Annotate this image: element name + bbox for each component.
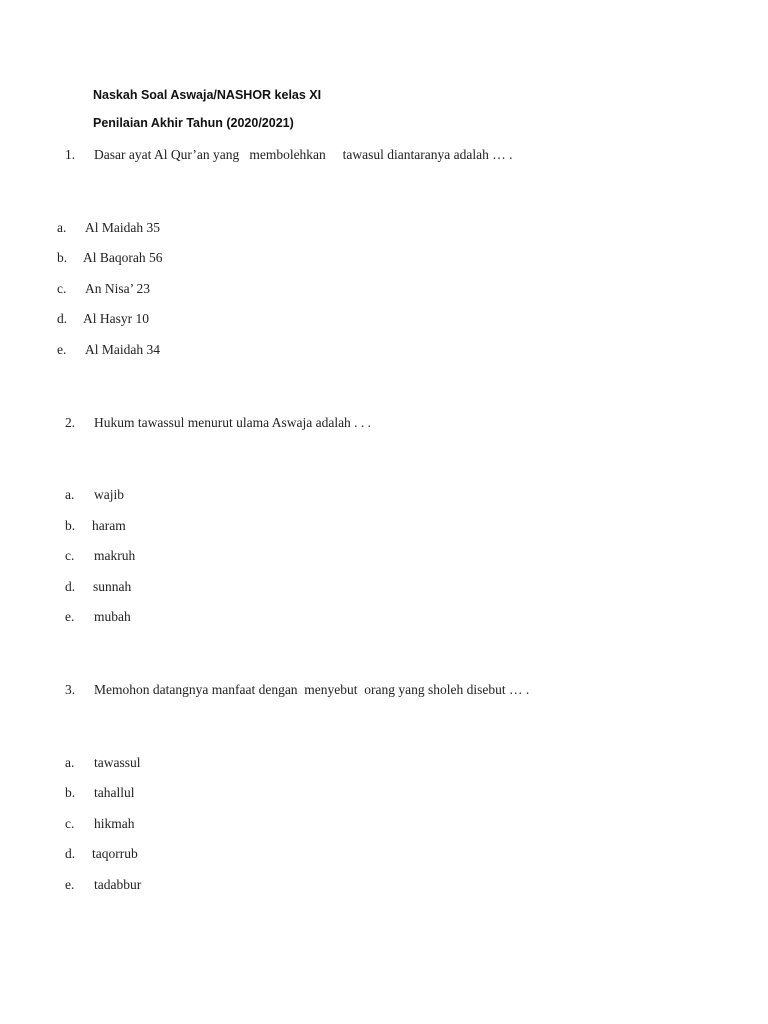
option-text: mubah [94,609,131,624]
option-letter: c. [65,816,75,831]
option-text: An Nisa’ 23 [85,281,150,296]
option-text: tahallul [94,785,135,800]
option-text: hikmah [94,816,135,831]
option-text: tawassul [94,755,141,770]
option-letter: a. [65,755,75,770]
option-letter: c. [65,548,75,563]
option-text: Al Hasyr 10 [83,311,149,326]
option-letter: b. [65,518,76,533]
option-text: haram [92,518,126,533]
option-text: sunnah [93,579,132,594]
option-letter: e. [57,342,67,357]
option-letter: c. [57,281,67,296]
option-letter: d. [65,846,76,861]
option-letter: b. [65,785,76,800]
question-number: 1. [65,147,76,162]
question-text: Hukum tawassul menurut ulama Aswaja adalah . . . [94,415,372,430]
option-text: Al Maidah 34 [85,342,160,357]
option-letter: d. [65,579,76,594]
option-text: taqorrub [92,846,138,861]
document-subtitle: Penilaian Akhir Tahun (2020/2021) [93,116,294,130]
option-letter: b. [57,250,68,265]
question-text: Memohon datangnya manfaat dengan menyebut orang yang sholeh disebut … . [94,682,530,697]
question-text: Dasar ayat Al Qur’an yang membolehkan tawasul diantaranya adalah … . [94,147,513,162]
option-text: Al Maidah 35 [85,220,160,235]
question-number: 3. [65,682,76,697]
option-text: wajib [94,487,124,502]
question-number: 2. [65,415,76,430]
option-letter: a. [65,487,75,502]
option-letter: a. [57,220,67,235]
option-text: Al Baqorah 56 [83,250,163,265]
document-title: Naskah Soal Aswaja/NASHOR kelas XI [93,88,322,102]
option-letter: d. [57,311,68,326]
option-letter: e. [65,877,75,892]
option-letter: e. [65,609,75,624]
option-text: tadabbur [94,877,142,892]
option-text: makruh [94,548,136,563]
